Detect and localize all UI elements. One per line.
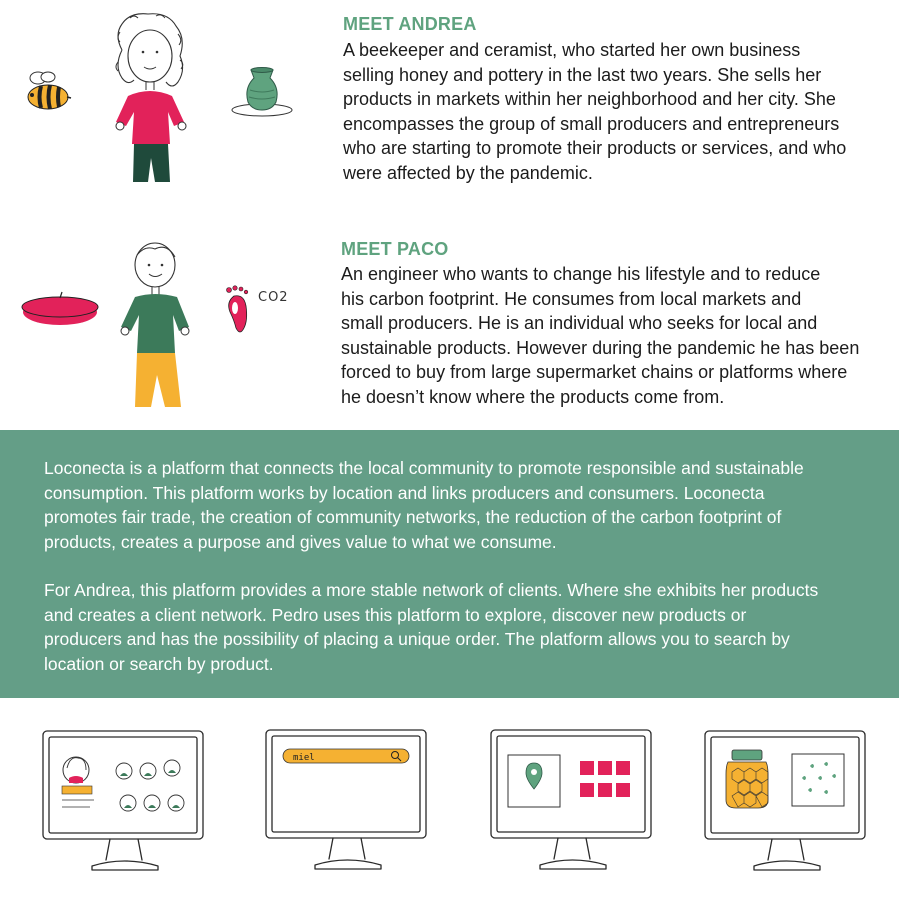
- pottery-icon: [226, 66, 298, 122]
- paco-title: MEET PACO: [341, 239, 449, 259]
- andrea-line: selling honey and pottery in the last two years. She sells her: [343, 64, 822, 85]
- paco-line: he doesn’t know where the products come from.: [341, 386, 725, 407]
- platform-line: and creates a client network. Pedro uses this platform to explore, discover new products or: [44, 604, 747, 625]
- paco-description: [341, 262, 859, 409]
- platform-description-band: [0, 430, 899, 698]
- beret-icon: [20, 290, 100, 330]
- paco-line: An engineer who wants to change his lifestyle and to reduce: [341, 264, 821, 284]
- andrea-line: were affected by the pandemic.: [343, 162, 593, 183]
- andrea-illustration: [100, 10, 200, 185]
- bee-icon: [22, 68, 72, 114]
- monitor-profiles: [40, 728, 208, 876]
- platform-paragraph-2: [44, 578, 818, 676]
- paco-line: forced to buy from large supermarket chains or platforms where: [341, 362, 848, 382]
- co2-label: CO2: [258, 290, 289, 305]
- platform-paragraph-1: [44, 456, 804, 554]
- search-query-text: miel: [293, 753, 315, 763]
- honey-jar-icon: [732, 750, 762, 760]
- paco-line: sustainable products. However during the pandemic he has been: [341, 337, 860, 358]
- avatar-grid: [116, 760, 184, 811]
- platform-line: consumption. This platform works by location and links producers and consumers. Loconecta: [44, 482, 765, 503]
- platform-line: producers and has the possibility of placing a unique order. The platform allows you to search by: [44, 629, 790, 649]
- paco-illustration: [115, 235, 200, 410]
- andrea-line: who are starting to promote their products or services, and who: [343, 138, 847, 158]
- andrea-line: encompasses the group of small producers and entrepreneurs: [343, 113, 840, 134]
- platform-line: promotes fair trade, the creation of community networks, the reduction of the carbon footprint of: [44, 507, 782, 527]
- platform-line: location or search by product.: [44, 653, 274, 674]
- andrea-title: MEET ANDREA: [343, 14, 477, 34]
- platform-line: products, creates a purpose and gives value to what we consume.: [44, 531, 557, 552]
- monitor-search: [263, 727, 431, 875]
- andrea-line: products in markets within her neighborhood and her city. She: [343, 89, 836, 109]
- monitor-map: [488, 727, 656, 875]
- platform-line: For Andrea, this platform provides a more stable network of clients. Where she exhibits her products: [44, 580, 819, 600]
- monitor-product: [702, 728, 870, 876]
- andrea-line: A beekeeper and ceramist, who started her own business: [343, 40, 801, 60]
- platform-line: Loconecta is a platform that connects the local community to promote responsible and sustainable: [44, 458, 804, 478]
- product-tiles: [580, 761, 630, 797]
- paco-line: his carbon footprint. He consumes from local markets and: [341, 288, 802, 309]
- paco-line: small producers. He is an individual who seeks for local and: [341, 313, 818, 333]
- andrea-description: [343, 38, 846, 185]
